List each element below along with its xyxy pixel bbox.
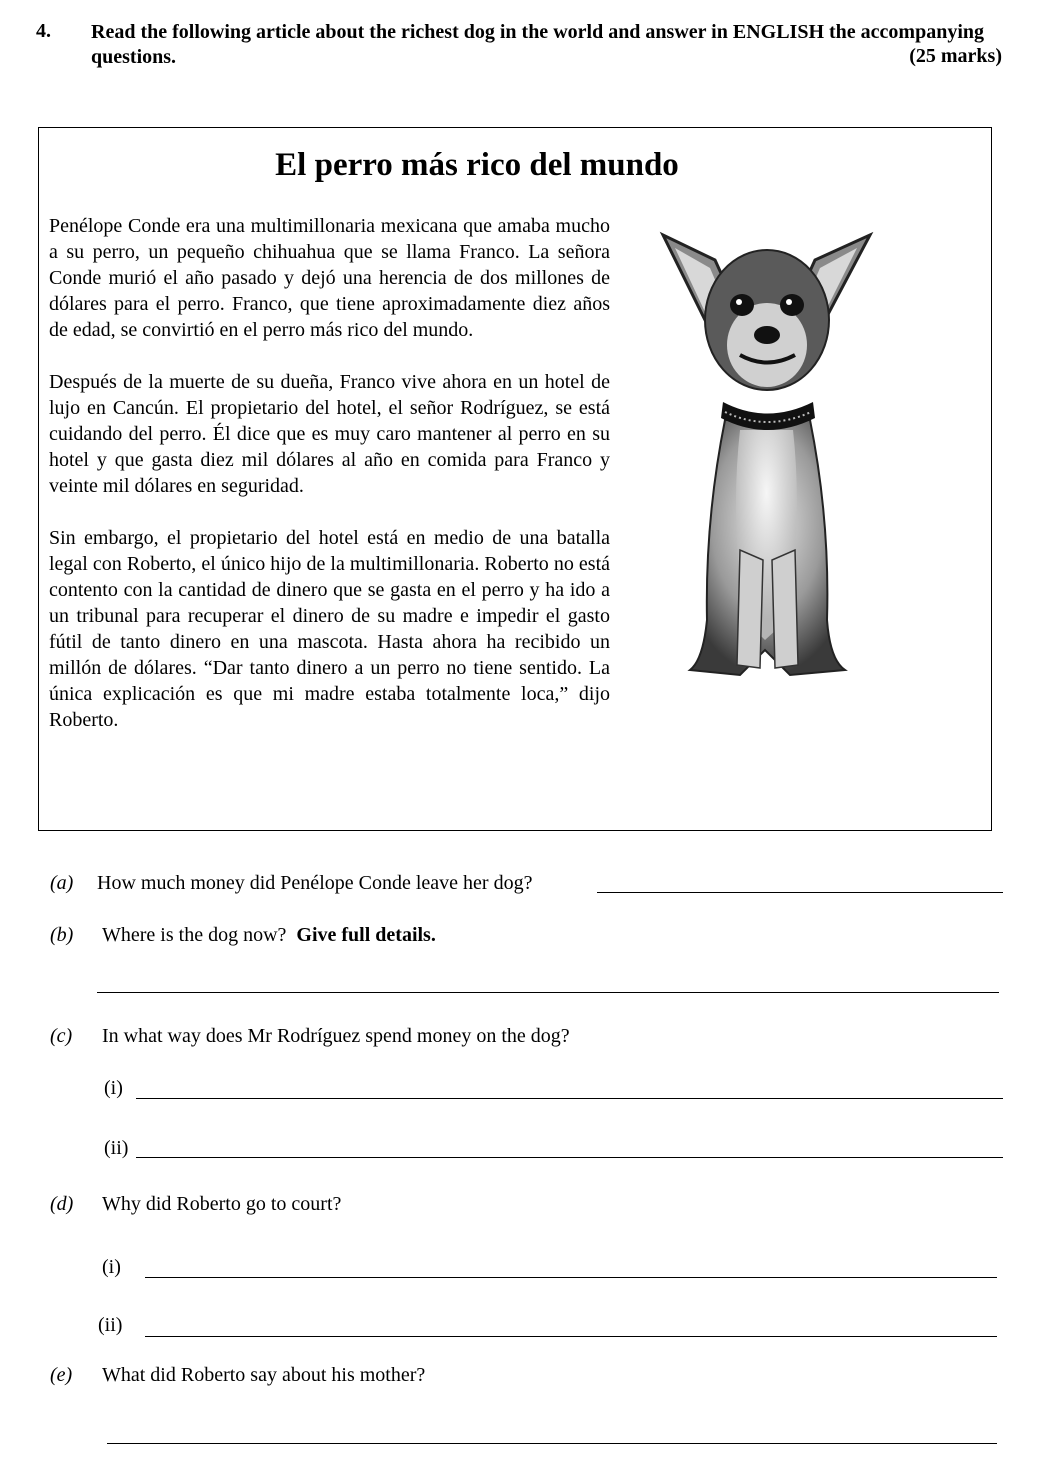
question-marks: (25 marks) (909, 45, 1002, 67)
answer-line-b[interactable] (97, 992, 999, 993)
question-d-sub-i: (i) (102, 1256, 121, 1278)
question-number: 4. (36, 20, 51, 42)
question-a-label: (a) (50, 872, 74, 894)
answer-line-d-ii[interactable] (145, 1336, 997, 1337)
question-d-text: Why did Roberto go to court? (102, 1193, 342, 1215)
answer-line-a[interactable] (597, 892, 1003, 893)
question-instruction: Read the following article about the richest dog in the world and answer in ENGLISH the accompanying questions. (91, 21, 984, 68)
answer-line-d-i[interactable] (145, 1277, 997, 1278)
question-c-text: In what way does Mr Rodríguez spend money on the dog? (102, 1025, 570, 1047)
article-paragraph-1: Penélope Conde era una multimillonaria mexicana que amaba mucho a su perro, un pequeño chihuahua que se llama Franco. La señora Conde murió el año pasado y dejó una herencia de dos millones de dólares para el perro. Franco, que tiene aproximadamente diez años de edad, se convirtió en el perro más rico del mundo. (49, 215, 610, 341)
question-d-sub-ii: (ii) (98, 1314, 123, 1336)
answer-line-c-i[interactable] (136, 1098, 1003, 1099)
question-b-label: (b) (50, 924, 74, 946)
answer-line-c-ii[interactable] (136, 1157, 1003, 1158)
question-b-main: Where is the dog now? (102, 924, 287, 946)
article-paragraph-2: Después de la muerte de su dueña, Franco vive ahora en un hotel de lujo en Cancún. El propietario del hotel, el señor Rodríguez, se está cuidando del perro. Él dice que es muy caro mantener al perro en su hotel y que gasta diez mil dólares al año en comida para Franco y veinte mil dólares en seguridad. (49, 371, 610, 497)
question-c-sub-i: (i) (104, 1077, 123, 1099)
article-title: El perro más rico del mundo (275, 147, 679, 183)
question-e-label: (e) (50, 1364, 73, 1386)
question-b-text (102, 924, 436, 947)
question-b-emphasis: Give full details. (296, 924, 436, 946)
question-d-label: (d) (50, 1193, 74, 1215)
question-c-label: (c) (50, 1025, 73, 1047)
question-e-text: What did Roberto say about his mother? (102, 1364, 426, 1386)
question-a-text: How much money did Penélope Conde leave her dog? (97, 872, 533, 894)
article-body (49, 213, 610, 759)
question-c-sub-ii: (ii) (104, 1137, 129, 1159)
article-paragraph-3: Sin embargo, el propietario del hotel está en medio de una batalla legal con Roberto, el único hijo de la multimillonaria. Roberto no está contento con la cantidad de dinero que se gasta en el perro y ha ido a un tribunal para recuperar el dinero de su madre e impedir el gasto fútil de tanto dinero en una mascota. Hasta ahora ha recibido un millón de dólares. “Dar tanto dinero a un perro no tiene sentido. La única explicación es que mi madre estaba totalmente loca,” dijo Roberto. (49, 527, 610, 731)
answer-line-e[interactable] (107, 1443, 997, 1444)
chihuahua-image (645, 220, 885, 700)
